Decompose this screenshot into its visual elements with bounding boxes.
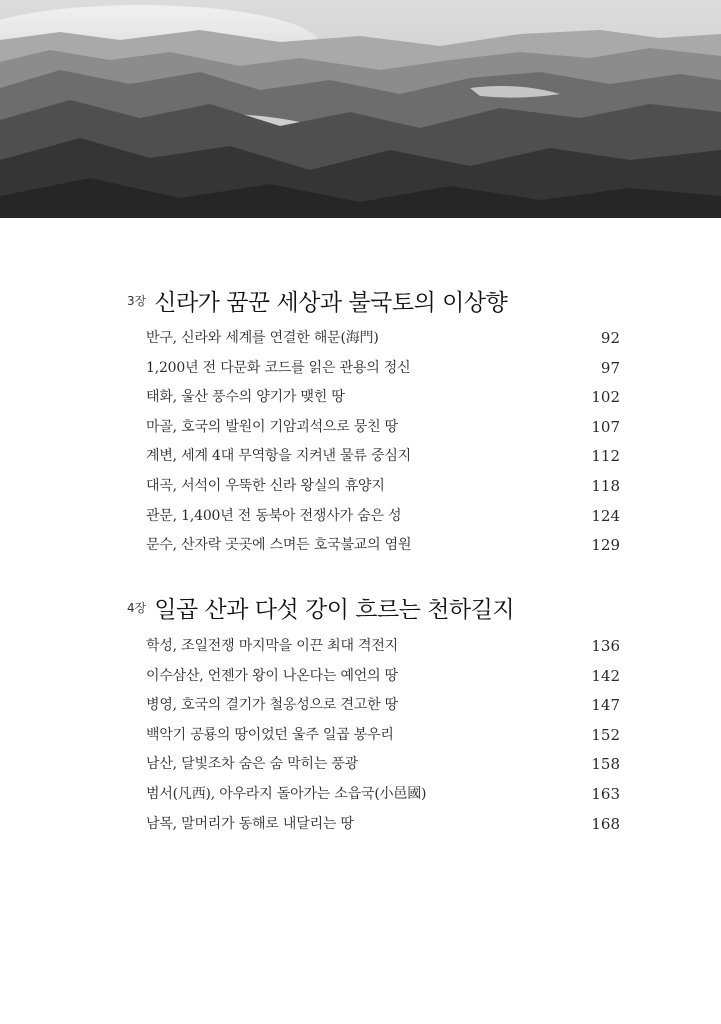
entry-title: 반구, 신라와 세계를 연결한 해문(海門) [146, 330, 379, 346]
entry-title: 문수, 산자락 곳곳에 스며든 호국불교의 염원 [146, 537, 412, 554]
entry-page-number: 163 [591, 784, 620, 803]
entry-title: 계변, 세계 4대 무역항을 지켜낸 물류 중심지 [146, 448, 411, 465]
toc-entry[interactable] [146, 357, 620, 387]
entry-page-number: 97 [600, 358, 620, 377]
entry-page-number: 136 [591, 637, 620, 655]
entry-title: 백악기 공룡의 땅이었던 울주 일곱 봉우리 [146, 726, 394, 743]
toc-entry-list [146, 327, 620, 564]
toc-entry[interactable] [146, 445, 620, 475]
entry-page-number: 118 [591, 476, 620, 495]
toc-entry[interactable] [146, 724, 620, 754]
mountain-landscape-photo [0, 0, 721, 218]
entry-title: 남산, 달빛조차 숨은 숨 막히는 풍광 [146, 756, 359, 773]
toc-entry[interactable] [146, 534, 620, 564]
entry-page-number: 92 [600, 329, 620, 347]
toc-entry[interactable] [146, 635, 620, 665]
entry-title: 대곡, 서석이 우뚝한 신라 왕실의 휴양지 [146, 477, 385, 494]
toc-entry[interactable] [146, 416, 620, 446]
entry-page-number: 152 [591, 725, 620, 744]
toc-entry[interactable] [146, 694, 620, 724]
entry-title: 태화, 울산 풍수의 양기가 맺힌 땅 [146, 389, 345, 406]
chapter-number: 3장 [127, 294, 147, 308]
entry-page-number: 112 [591, 447, 620, 466]
toc-entry[interactable] [146, 475, 620, 505]
entry-title: 범서(凡西), 아우라지 돌아가는 소읍국(小邑國) [146, 785, 427, 802]
chapter-title: 신라가 꿈꾼 세상과 불국토의 이상향 [154, 290, 508, 316]
entry-page-number: 147 [591, 696, 620, 715]
entry-page-number: 158 [591, 755, 620, 774]
entry-page-number: 107 [591, 417, 620, 436]
entry-page-number: 168 [591, 814, 620, 833]
entry-page-number: 129 [591, 536, 620, 555]
entry-page-number: 124 [591, 506, 620, 525]
toc-entry[interactable] [146, 386, 620, 416]
chapter-heading [127, 284, 507, 317]
entry-title: 학성, 조일전쟁 마지막을 이끈 최대 격전지 [146, 638, 399, 654]
toc-entry-list [146, 635, 620, 842]
entry-title: 마골, 호국의 발원이 기암괴석으로 뭉친 땅 [146, 418, 399, 435]
entry-page-number: 102 [591, 388, 620, 407]
toc-entry[interactable] [146, 327, 620, 357]
entry-page-number: 142 [591, 666, 620, 685]
chapter-title: 일곱 산과 다섯 강이 흐르는 천하길지 [154, 597, 515, 623]
toc-entry[interactable] [146, 505, 620, 535]
entry-title: 1,200년 전 다문화 코드를 읽은 관용의 정신 [146, 359, 411, 376]
toc-entry[interactable] [146, 665, 620, 695]
chapter-heading [127, 591, 514, 624]
entry-title: 남목, 말머리가 동해로 내달리는 땅 [146, 815, 354, 832]
chapter-number: 4장 [127, 601, 147, 615]
entry-title: 병영, 호국의 결기가 철옹성으로 견고한 땅 [146, 697, 399, 714]
entry-title: 관문, 1,400년 전 동북아 전쟁사가 숨은 성 [146, 507, 402, 524]
toc-entry[interactable] [146, 813, 620, 843]
toc-entry[interactable] [146, 783, 620, 813]
toc-entry[interactable] [146, 753, 620, 783]
entry-title: 이수삼산, 언젠가 왕이 나온다는 예언의 땅 [146, 667, 399, 684]
